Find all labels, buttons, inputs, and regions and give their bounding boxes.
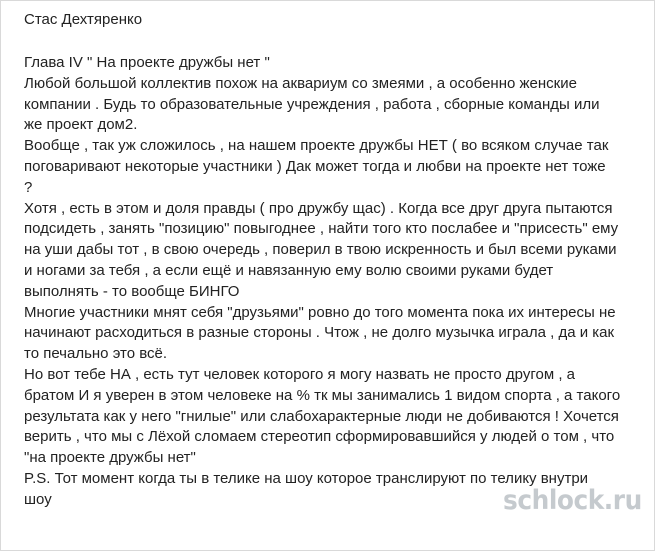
- post-line: Но вот тебе НА , есть тут человек которого я могу назвать не просто другом , а: [24, 365, 575, 383]
- post-line: Многие участники мнят себя "друзьями" ровно до того момента пока их интересы не: [24, 303, 616, 321]
- post-line: результата как у него "гнилые" или слабохарактерные люди не добиваются ! Хочется: [24, 407, 619, 425]
- post-line: и ногами за тебя , а если ещё и навязанную ему волю своими руками будет: [24, 261, 554, 279]
- post-line: "на проекте дружбы нет": [24, 449, 196, 467]
- post-line: компании . Будь то образовательные учреждения , работа , сборные команды или: [24, 95, 600, 113]
- post-line: ?: [24, 178, 33, 196]
- watermark: schlock.ru: [503, 485, 642, 516]
- post-line: верить , что мы с Лёхой сломаем стереотип сформировавшийся у людей о том , что: [24, 428, 615, 446]
- post-line: то печально это всё.: [24, 345, 168, 363]
- post-line: Вообще , так уж сложилось , на нашем проекте дружбы НЕТ ( во всяком случае так: [24, 137, 609, 155]
- post-line: на уши дабы тот , в свою очередь , поверил в твою искренность и был всеми руками: [24, 241, 617, 259]
- post-line: братом И я уверен в этом человеке на % тк мы занимались 1 видом спорта , а такого: [24, 386, 621, 404]
- post-line: выполнять - то вообще БИНГО: [24, 282, 240, 300]
- post-line: поговаривают некоторые участники ) Дак может тогда и любви на проекте нет тоже: [24, 157, 606, 175]
- post-author[interactable]: Стас Дехтяренко: [24, 11, 143, 28]
- post-line: P.S. Тот момент когда ты в телике на шоу которое транслируют по телику внутри: [24, 469, 589, 487]
- post-text: [24, 53, 636, 511]
- post-line: начинают расходиться в разные стороны . Чтож , не долго музычка играла , да и как: [24, 324, 615, 342]
- post-line: шоу: [24, 490, 52, 508]
- post-line: же проект дом2.: [24, 116, 138, 134]
- post-line: подсидеть , занять "позицию" повыгоднее , найти того кто послабее и "присесть" ему: [24, 220, 619, 238]
- post-line: Хотя , есть в этом и доля правды ( про дружбу щас) . Когда все друг друга пытаются: [24, 199, 613, 217]
- post-line: Любой большой коллектив похож на аквариум со змеями , а особенно женские: [24, 74, 577, 92]
- post-line: Глава IV " На проекте дружбы нет ": [24, 54, 270, 71]
